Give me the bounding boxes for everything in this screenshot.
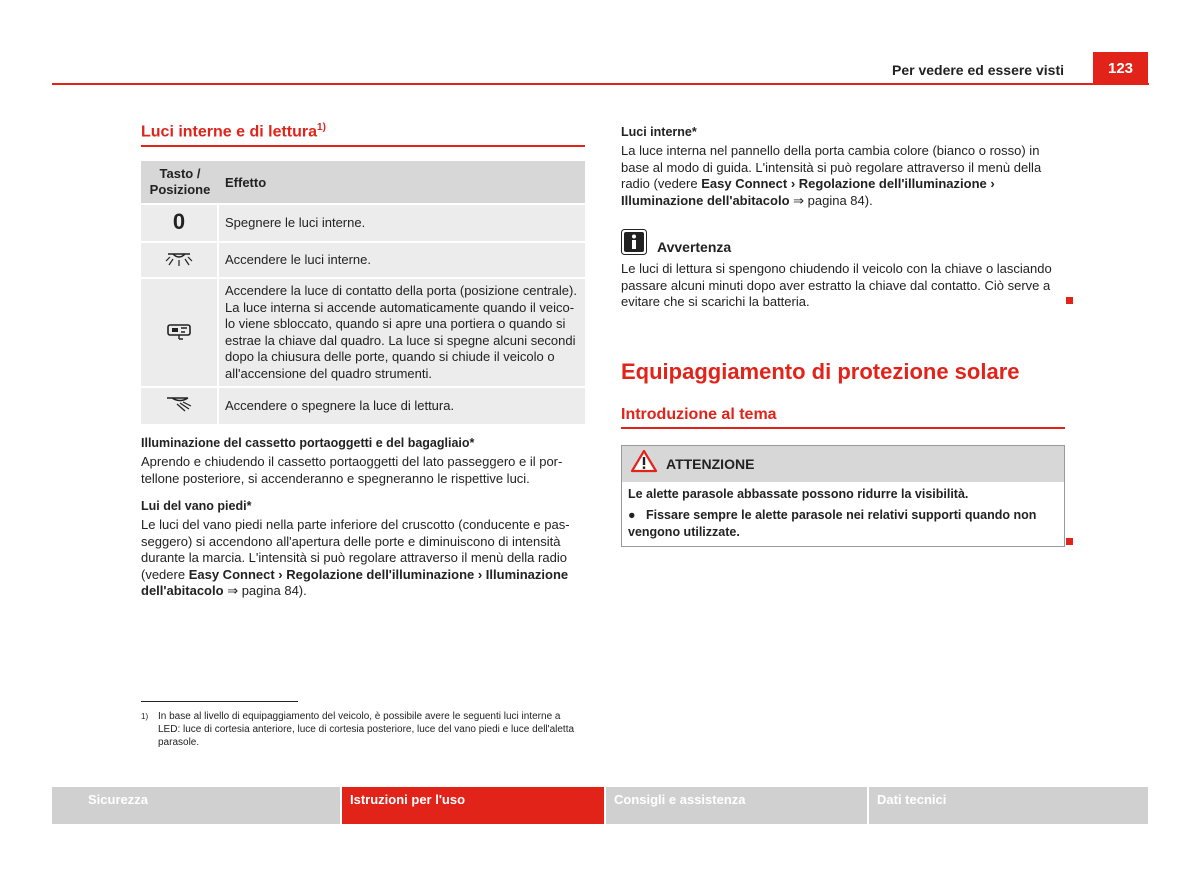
footnote-rule [141,701,298,702]
warning-box [621,445,1065,548]
note-title: Avvertenza [657,239,732,255]
table-cell-effect: Accendere o spegnere la luce di lettura. [219,388,585,424]
section-title: Luci interne e di lettura$^{1)}$ [141,122,326,141]
table-cell-effect: Spegnere le luci interne. [219,205,585,241]
sub-section-title: Introduzione al tema [621,405,777,423]
lights-table [141,159,585,426]
interior-light-on-icon [141,243,219,277]
table-header-effect: Effetto [219,161,585,203]
note-text: Le luci di lettura si spengono chiudendo il veicolo con la chiave o lasciando passare alcuni minuti dopo aver estratto la chiave dal contatto. Ciò serve a evitare che si scarichi la batteria. [621,261,1052,309]
main-section-title: Equipaggiamento di protezione solare [621,358,1020,384]
footwell-text: Le luci del vano piedi nella parte inferiore del cruscotto (conducente e passeggero) si accendono all'apertura delle porte e diminuiscono di intensità durante la marcia. L'intensità si può regolare attraverso il menù della radio (vedere Easy Connect › Regolazione dell'illuminazione › Illuminazione dell'abitacolo ⇒ pagina 84). [141,517,570,599]
warning-header [622,446,1064,482]
interior-text: La luce interna nel pannello della porta cambia colore (bianco o rosso) in base al modo di guida. L'intensità si può regolare attraverso il menù della radio (vedere Easy Connect › Regolazione dell'illuminazione › Illuminazione dell'abitacolo ⇒ pagina 84). [621,143,1042,208]
page-header-title: Per vedere ed essere visti [891,62,1064,78]
sub-section-rule [621,427,1065,429]
page-reference[interactable]: ⇒ pagina 84). [227,583,307,599]
table-row [141,243,585,277]
info-icon [621,229,647,255]
table-row [141,205,585,241]
table-header-key: Tasto / Posizione [141,161,219,203]
nav-tab-istruzioni[interactable]: Istruzioni per l'uso [342,787,604,824]
menu-path: Easy Connect › Regolazione dell'illuminazione › Illuminazione dell'abitacolo [621,176,995,208]
right-column [621,125,1065,547]
zero-position-icon: 0 [141,205,219,241]
warning-body [622,482,1064,547]
reading-light-icon [141,388,219,424]
header-rule [52,83,1149,85]
table-header-row [141,161,585,203]
interior-heading: Luci interne* [621,125,697,139]
table-row [141,388,585,424]
warning-bullet-item: ● Fissare sempre le alette parasole nei relativi supporti quando non vengono utilizzate. [628,508,1037,539]
footnote [141,710,585,749]
footnote-ref: 1) [317,122,326,133]
section-rule [141,145,585,147]
door-contact-icon [141,279,219,386]
warning-line: Le alette parasole abbassate possono ridurre la visibilità. [628,486,969,501]
footnote-mark: 1) [141,712,149,721]
warning-title: ATTENZIONE [666,455,755,472]
table-cell-effect: Accendere le luci interne. [219,243,585,277]
page-reference[interactable]: ⇒ pagina 84). [793,192,873,208]
footwell-heading: Lui del vano piedi* [141,499,252,514]
page-number: 123 [1093,52,1148,85]
end-marker [1066,297,1073,304]
glove-heading: Illuminazione del cassetto portaoggetti e del bagagliaio* [141,436,475,451]
glove-text: Aprendo e chiudendo il cassetto portaoggetti del lato passeggero e il portellone posteriore, si accenderanno e spegneranno le rispettive luci. [141,454,563,486]
left-column [141,122,585,600]
bullet-icon: ● [628,508,636,522]
table-row [141,279,585,386]
end-marker [1066,538,1073,545]
footnote-text: In base al livello di equipaggiamento del veicolo, è possibile avere le seguenti luci interne a LED: luce di cortesia anteriore, luce di cortesia posteriore, luce del vano piedi e luce dell'aletta parasole. [158,711,575,748]
nav-tab-dati-tecnici[interactable]: Dati tecnici [869,787,1148,824]
note-header [621,229,1065,255]
table-cell-effect: Accendere la luce di contatto della porta (posizione centrale). La luce interna si accende automaticamente quando il veicolo viene sbloccato, quando si apre una portiera o quando si estrae la chiave dal quadro. La luce si spegne alcuni secondi dopo la chiusura delle porte, quando si chiude il veicolo o all'accensione del quadro strumenti. [219,279,585,386]
nav-tab-sicurezza[interactable]: Sicurezza [52,787,340,824]
warning-triangle-icon [630,449,658,478]
menu-path: Easy Connect › Regolazione dell'illuminazione › Illuminazione dell'abitacolo [141,566,569,599]
nav-tab-consigli[interactable]: Consigli e assistenza [606,787,867,824]
